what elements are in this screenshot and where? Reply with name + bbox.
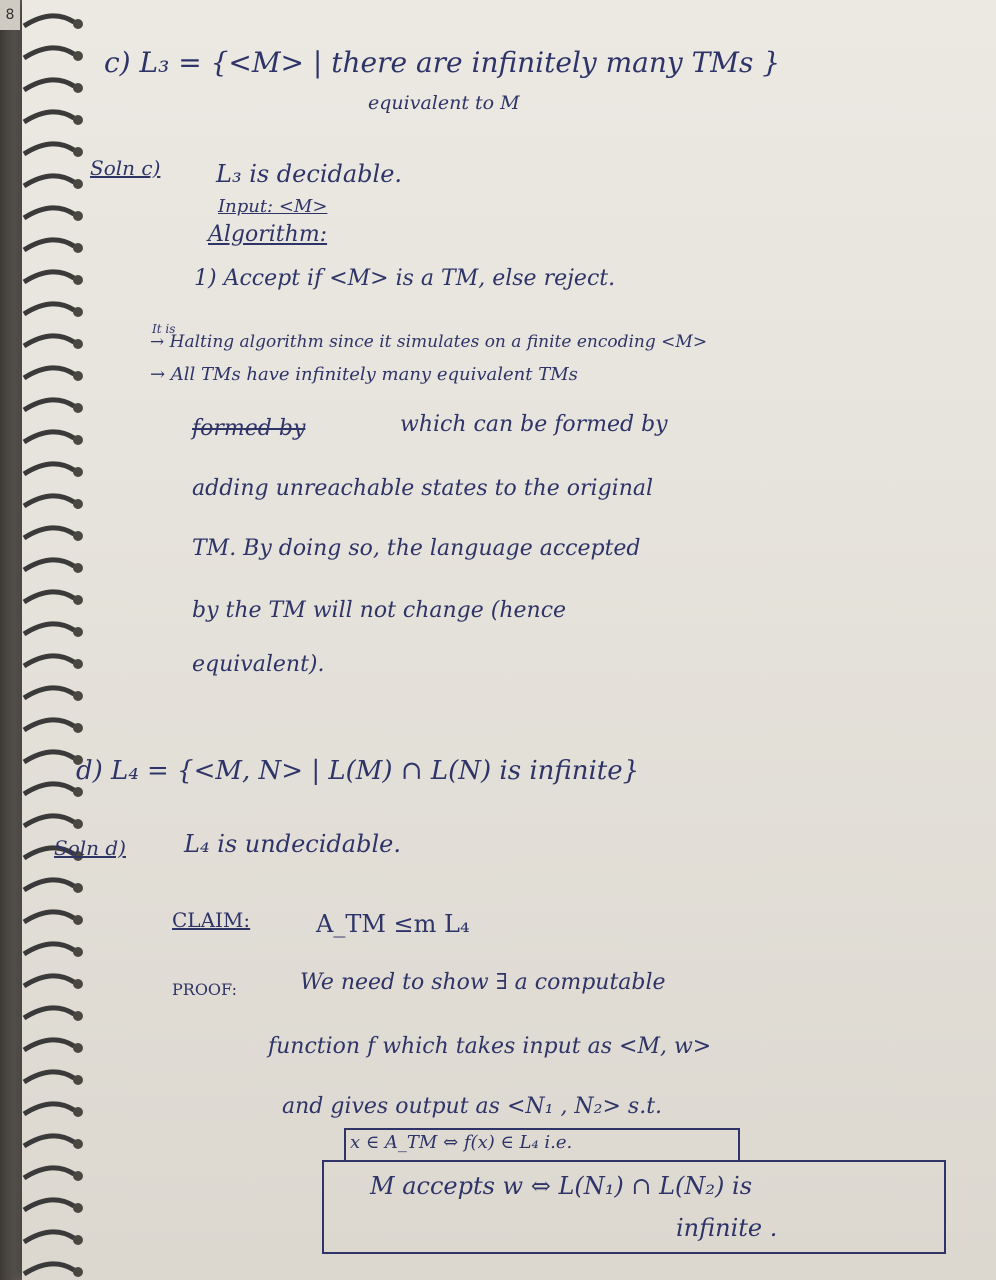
spiral-ring [24,336,74,346]
punch-hole [73,787,83,797]
spiral-ring [24,752,74,762]
body-line-4: adding unreachable states to the original [192,476,654,501]
part-c-question-cont: equivalent to M [368,92,520,114]
proof-line-2: function f which takes input as <M, w> [268,1034,712,1059]
punch-hole [73,1043,83,1053]
spiral-ring [24,1072,74,1082]
proof-line-3: and gives output as <N₁ , N₂> s.t. [282,1094,663,1119]
note-halting: → Halting algorithm since it simulates on a finite encoding <M> [150,332,708,352]
spiral-ring [24,208,74,218]
punch-hole [73,563,83,573]
conclusion-line-1: M accepts w ⇔ L(N₁) ∩ L(N₂) is [370,1172,753,1200]
spiral-ring [24,1264,74,1274]
spiral-ring [24,624,74,634]
punch-hole [73,1171,83,1181]
punch-hole [73,435,83,445]
proof-line-1: We need to show ∃ a computable [300,970,666,995]
spiral-ring [24,976,74,986]
spiral-ring [24,1040,74,1050]
spiral-ring [24,1232,74,1242]
spiral-ring [24,944,74,954]
spiral-ring [24,592,74,602]
spiral-ring [24,1104,74,1114]
punch-hole [73,1235,83,1245]
spiral-ring [24,144,74,154]
punch-hole [73,307,83,317]
spiral-binding [22,0,92,1280]
punch-hole [73,499,83,509]
spiral-ring [24,528,74,538]
part-c-solution-label: Soln c) [90,156,161,180]
punch-hole [73,1107,83,1117]
punch-hole [73,467,83,477]
punch-hole [73,691,83,701]
conclusion-line-2: infinite . [676,1214,778,1242]
part-c-solution-statement: L₃ is decidable. [216,160,403,188]
punch-hole [73,179,83,189]
note-insert: It is [152,322,176,336]
punch-hole [73,915,83,925]
spiral-ring [24,560,74,570]
punch-hole [73,403,83,413]
punch-hole [73,979,83,989]
spiral-ring [24,496,74,506]
punch-hole [73,1203,83,1213]
algorithm-label: Algorithm: [208,222,328,247]
part-d-solution-statement: L₄ is undecidable. [184,830,401,858]
punch-hole [73,147,83,157]
struck-text: formed by [192,416,306,441]
punch-hole [73,19,83,29]
spiral-ring [24,1168,74,1178]
spiral-ring [24,1200,74,1210]
punch-hole [73,115,83,125]
punch-hole [73,883,83,893]
spiral-ring [24,112,74,122]
spiral-ring [24,880,74,890]
spiral-ring [24,432,74,442]
spiral-ring [24,656,74,666]
spiral-ring [24,1136,74,1146]
spiral-ring [24,304,74,314]
equivalence-text: x ∈ A_TM ⇔ f(x) ∈ L₄ i.e. [350,1132,573,1153]
spiral-ring [24,176,74,186]
input-line: Input: <M> [218,196,328,217]
punch-hole [73,659,83,669]
part-d-solution-label: Soln d) [54,836,126,860]
punch-hole [73,1075,83,1085]
body-line-6: by the TM will not change (hence [192,598,567,623]
notebook-page [22,0,996,1280]
punch-hole [73,371,83,381]
spiral-ring [24,784,74,794]
punch-hole [73,819,83,829]
body-line-3: which can be formed by [400,412,668,437]
spiral-ring [24,400,74,410]
spiral-ring [24,240,74,250]
proof-label: PROOF: [172,980,237,999]
punch-hole [73,627,83,637]
spiral-ring [24,816,74,826]
spiral-ring [24,720,74,730]
punch-hole [73,531,83,541]
punch-hole [73,275,83,285]
punch-hole [73,1139,83,1149]
punch-hole [73,723,83,733]
algorithm-step-1: 1) Accept if <M> is a TM, else reject. [194,266,616,291]
punch-hole [73,83,83,93]
punch-hole [73,211,83,221]
body-line-7: equivalent). [192,652,325,677]
spiral-ring [24,272,74,282]
spiral-ring [24,48,74,58]
punch-hole [73,339,83,349]
claim-text: A_TM ≤m L₄ [316,910,470,938]
spiral-ring [24,16,74,26]
punch-hole [73,595,83,605]
part-c-question: c) L₃ = {<M> | there are infinitely many TMs } [104,46,781,79]
spiral-ring [24,1008,74,1018]
spiral-ring [24,912,74,922]
punch-hole [73,947,83,957]
spiral-ring [24,80,74,90]
note-equivalent: → All TMs have infinitely many equivalent TMs [150,364,578,385]
page-number: 8 [0,0,20,30]
claim-label: CLAIM: [172,908,251,932]
spiral-ring [24,368,74,378]
punch-hole [73,1267,83,1277]
body-line-5: TM. By doing so, the language accepted [192,536,641,561]
punch-hole [73,1011,83,1021]
part-d-question: d) L₄ = {<M, N> | L(M) ∩ L(N) is infinite} [76,756,640,786]
punch-hole [73,243,83,253]
punch-hole [73,51,83,61]
spiral-ring [24,688,74,698]
spiral-ring [24,464,74,474]
